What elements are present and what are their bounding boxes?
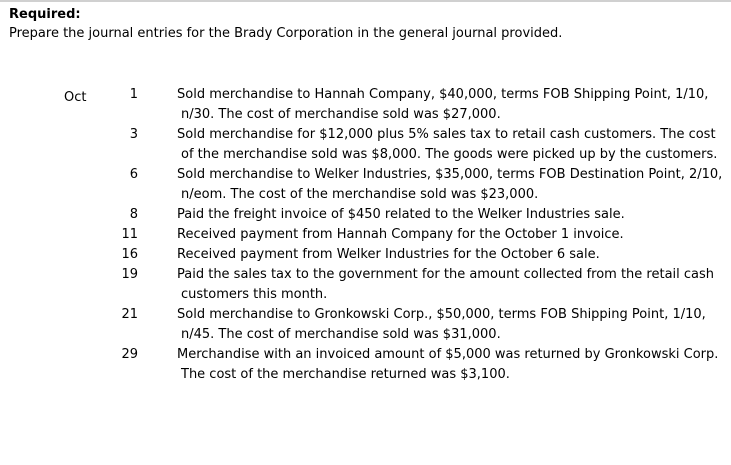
entry-day: 29 (121, 347, 138, 362)
entry-description: Paid the freight invoice of $450 related to the Welker Industries sale. (177, 207, 625, 222)
entry-description: Sold merchandise to Welker Industries, $35,000, terms FOB Destination Point, 2/10, n/eom. The cost of the merchandise sold was $23,000. (177, 167, 723, 202)
entry-day: 16 (121, 247, 138, 262)
entry-description: Paid the sales tax to the government for the amount collected from the retail cash customers this month. (177, 267, 715, 302)
entry-description: Sold merchandise for $12,000 plus 5% sales tax to retail cash customers. The cost of the merchandise sold was $8,000. The goods were picked up by the customers. (177, 127, 718, 162)
transaction-entry-oct-6 (0, 165, 731, 205)
entry-day: 19 (121, 267, 138, 282)
entry-day: 3 (129, 127, 138, 142)
header-divider (0, 0, 731, 2)
month-label: Oct (64, 90, 87, 105)
entry-description: Merchandise with an invoiced amount of $5,000 was returned by Gronkowski Corp. The cost of the merchandise returned was $3,100. (177, 347, 719, 382)
entry-description: Received payment from Welker Industries for the October 6 sale. (177, 247, 600, 262)
transaction-entry-oct-16 (0, 245, 731, 265)
transaction-entry-oct-8 (0, 205, 731, 225)
entry-day: 21 (121, 307, 138, 322)
entry-description: Received payment from Hannah Company for the October 1 invoice. (177, 227, 624, 242)
entry-day: 1 (129, 87, 138, 102)
transaction-entry-oct-21 (0, 305, 731, 345)
transaction-entry-oct-11 (0, 225, 731, 245)
entry-description: Sold merchandise to Gronkowski Corp., $50,000, terms FOB Shipping Point, 1/10, n/45. The cost of merchandise sold was $31,000. (177, 307, 706, 342)
entry-day: 6 (129, 167, 138, 182)
transaction-list (0, 85, 731, 385)
transaction-entry-oct-1 (0, 85, 731, 125)
required-heading: Required: (9, 7, 81, 22)
transaction-entry-oct-29 (0, 345, 731, 385)
transaction-entry-oct-3 (0, 125, 731, 165)
entry-day: 11 (121, 227, 138, 242)
entry-description: Sold merchandise to Hannah Company, $40,000, terms FOB Shipping Point, 1/10, n/30. The cost of merchandise sold was $27,000. (177, 87, 709, 122)
transaction-entry-oct-19 (0, 265, 731, 305)
instruction-text: Prepare the journal entries for the Brady Corporation in the general journal provided. (9, 26, 563, 41)
entry-day: 8 (129, 207, 138, 222)
